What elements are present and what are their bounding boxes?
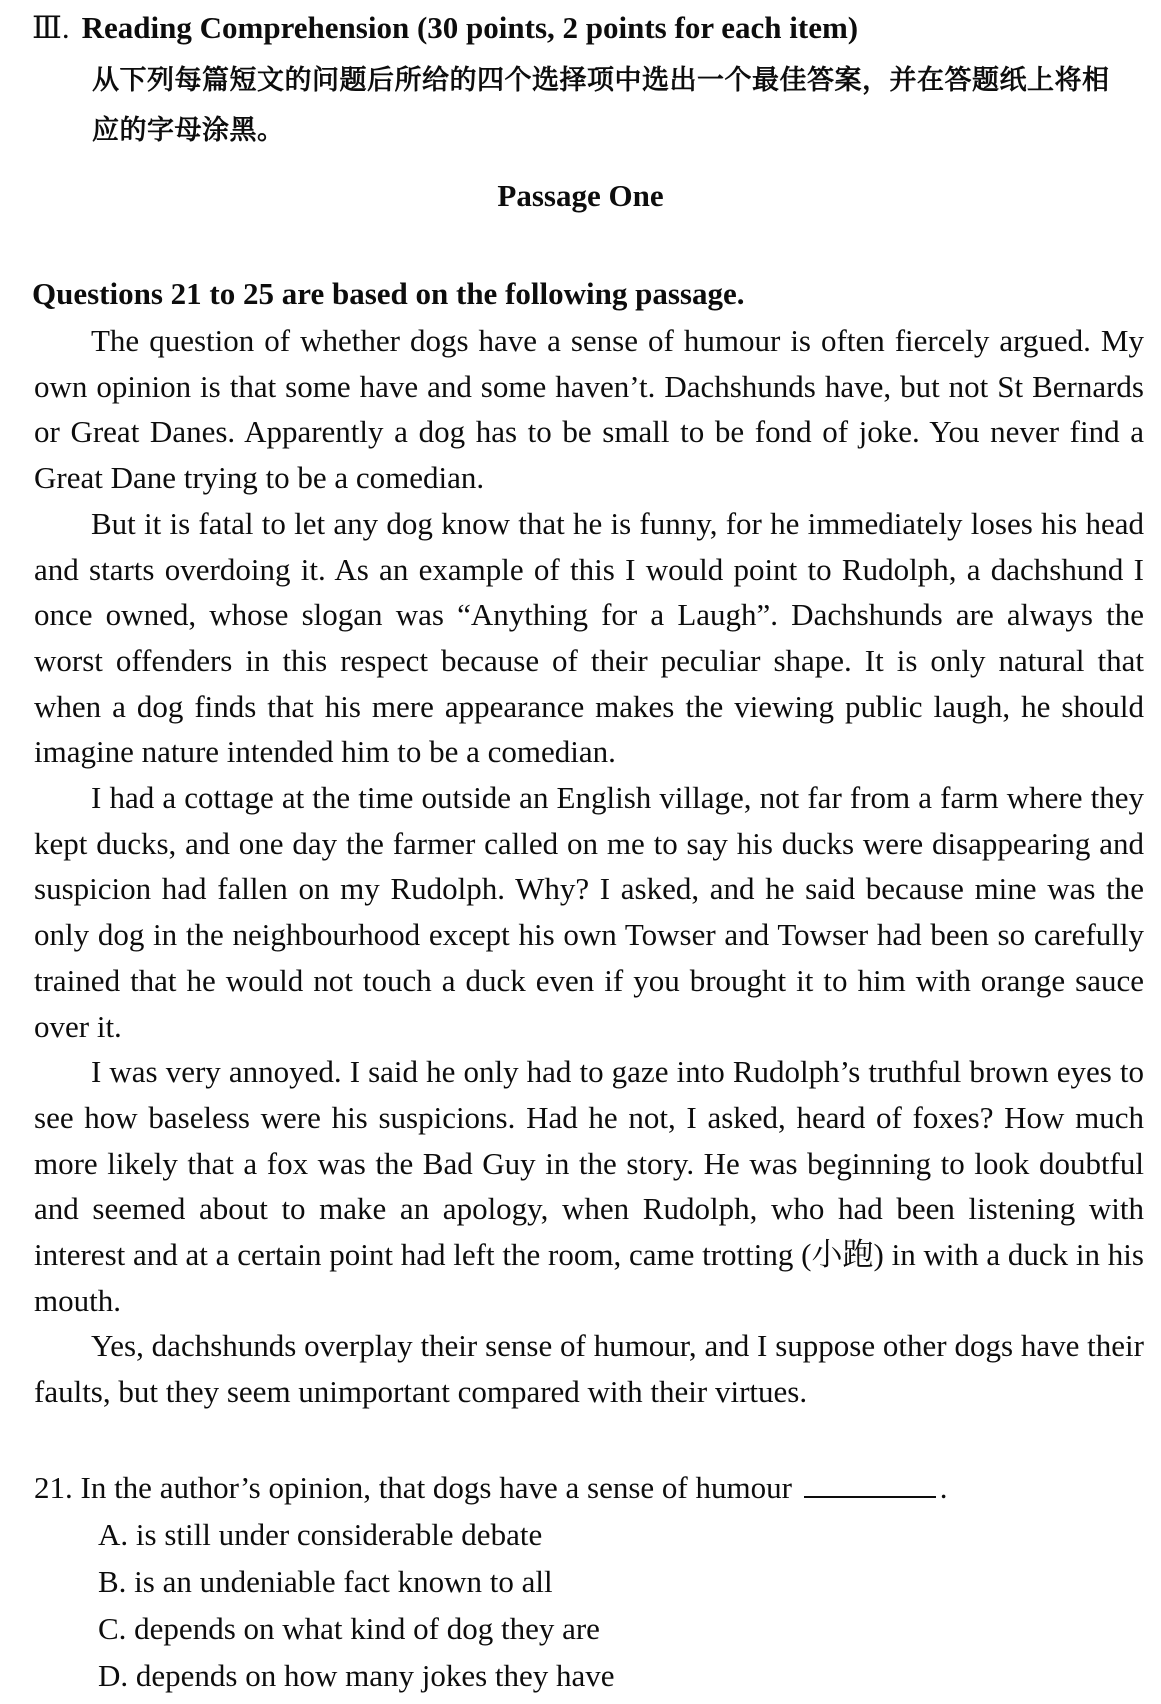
section-instructions: 从下列每篇短文的问题后所给的四个选择项中选出一个最佳答案，并在答题纸上将相应的字母涂黑。 — [92, 65, 1110, 146]
question-end: . — [939, 1470, 948, 1505]
passage-body — [34, 318, 1144, 1415]
question-text: In the author’s opinion, that dogs have a sense of humour — [80, 1470, 792, 1505]
questions-heading: Questions 21 to 25 are based on the following passage. — [32, 276, 745, 311]
section-title: Reading Comprehension (30 points, 2 points for each item) — [81, 10, 859, 45]
passage-paragraph-4: I was very annoyed. I said he only had to gaze into Rudolph’s truthful brown eyes to see how baseless were his suspicions. Had he not, I asked, heard of foxes? How much more likely that a fox was the Bad Guy in the story. He was beginning to look doubtful and seemed about to make an apology, when Rudolph, who had been listening with interest and at a certain point had left the room, came trotting (小跑) in with a duck in his mouth. — [34, 1054, 1144, 1318]
answer-blank — [804, 1466, 936, 1498]
passage-paragraph-5: Yes, dachshunds overplay their sense of humour, and I suppose other dogs have their faults, but they seem unimportant compared with their virtues. — [34, 1328, 1144, 1410]
option-c: C. depends on what kind of dog they are — [98, 1611, 600, 1646]
question-stem — [34, 1464, 1144, 1511]
passage-paragraph-2: But it is fatal to let any dog know that he is funny, for he immediately loses his head and starts overdoing it. As an example of this I would point to Rudolph, a dachshund I once owned, whose slogan was “Anything for a Laugh”. Dachshunds are always the worst offenders in this respect because of their peculiar shape. It is only natural that when a dog finds that his mere appearance makes the viewing public laugh, he should imagine nature intended him to be a comedian. — [34, 505, 1144, 770]
section-heading — [32, 8, 858, 48]
option-b: B. is an undeniable fact known to all — [98, 1564, 553, 1599]
option-d: D. depends on how many jokes they have — [98, 1658, 615, 1693]
passage-paragraph-3: I had a cottage at the time outside an English village, not far from a farm where they kept ducks, and one day the farmer called on me to say his ducks were disappearing and suspicion had fallen on my Rudolph. Why? I asked, and he said because mine was the only dog in the neighbourhood except his own Towser and Towser had been so carefully trained that he would not touch a duck even if you brought it to him with orange sauce over it. — [34, 780, 1144, 1044]
answer-options — [34, 1511, 1144, 1699]
option-a: A. is still under considerable debate — [98, 1517, 543, 1552]
section-number: Ⅲ. — [32, 10, 70, 45]
passage-paragraph-1: The question of whether dogs have a sense of humour is often fiercely argued. My own opinion is that some have and some haven’t. Dachshunds have, but not St Bernards or Great Danes. Apparently a dog has to be small to be fond of joke. You never find a Great Dane trying to be a comedian. — [34, 323, 1144, 496]
question-21 — [34, 1464, 1144, 1699]
question-number: 21. — [34, 1470, 73, 1505]
passage-title: Passage One — [497, 178, 664, 213]
